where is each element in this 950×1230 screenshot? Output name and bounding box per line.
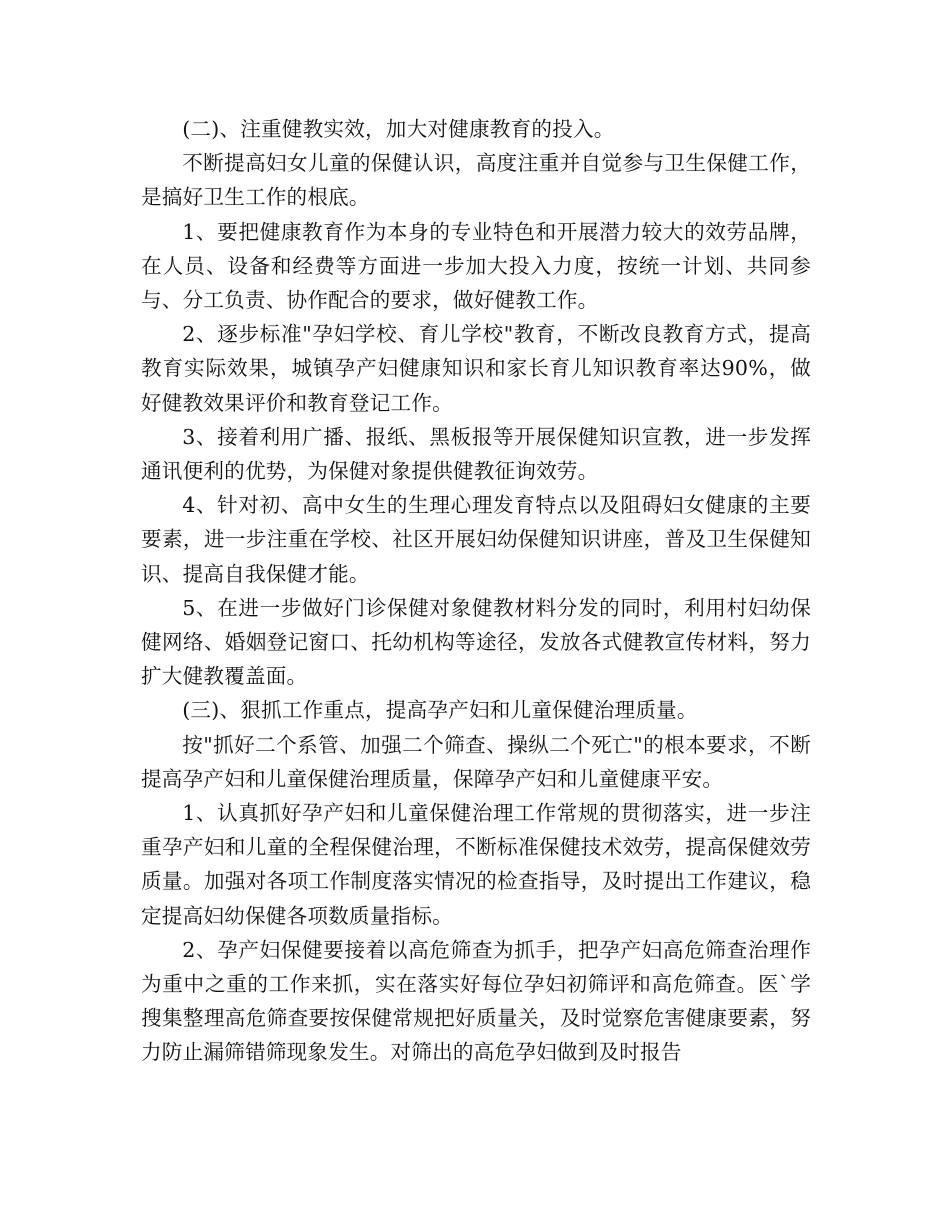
list-item: 2、逐步标准"孕妇学校、育儿学校"教育，不断改良教育方式，提高教育实际效果，城镇孕产妇健康知识和家长育儿知识教育率达90%，做好健教效果评价和教育登记工作。 xyxy=(141,322,811,415)
list-item: 4、针对初、高中女生的生理心理发育特点以及阻碍妇女健康的主要要素，进一步注重在学校、社区开展妇幼保健知识讲座，普及卫生保健知识、提高自我保健才能。 xyxy=(141,493,811,586)
paragraph: 不断提高妇女儿童的保健认识，高度注重并自觉参与卫生保健工作，是搞好卫生工作的根底。 xyxy=(141,151,811,210)
section-heading-2: (二)、注重健教实效，加大对健康教育的投入。 xyxy=(182,117,615,141)
list-item: 1、要把健康教育作为本身的专业特色和开展潜力较大的效劳品牌，在人员、设备和经费等方面进一步加大投入力度，按统一计划、共同参与、分工负责、协作配合的要求，做好健教工作。 xyxy=(141,219,811,313)
document-body xyxy=(141,112,811,1070)
paragraph: 按"抓好二个系管、加强二个筛查、操纵二个死亡"的根本要求，不断提高孕产妇和儿童保健治理质量，保障孕产妇和儿童健康平安。 xyxy=(141,732,811,791)
list-item: 2、孕产妇保健要接着以高危筛查为抓手，把孕产妇高危筛查治理作为重中之重的工作来抓，实在落实好每位孕妇初筛评和高危筛查。医`学搜集整理高危筛查要按保健常规把好质量关，及时觉察危害健康要素，努力防止漏筛错筛现象发生。对筛出的高危孕妇做到及时报告 xyxy=(141,937,811,1065)
section-heading-3: (三)、狠抓工作重点，提高孕产妇和儿童保健治理质量。 xyxy=(182,698,698,723)
list-item: 5、在进一步做好门诊保健对象健教材料分发的同时，利用村妇幼保健网络、婚姻登记窗口、托幼机构等途径，发放各式健教宣传材料，努力扩大健教覆盖面。 xyxy=(141,595,811,689)
list-item: 1、认真抓好孕产妇和儿童保健治理工作常规的贯彻落实，进一步注重孕产妇和儿童的全程保健治理，不断标准保健技术效劳，提高保健效劳质量。加强对各项工作制度落实情况的检查指导，及时提出工作建议，稳定提高妇幼保健各项数质量指标。 xyxy=(141,801,811,928)
list-item: 3、接着利用广播、报纸、黑板报等开展保健知识宣教，进一步发挥通讯便利的优势，为保健对象提供健教征询效劳。 xyxy=(141,424,811,484)
